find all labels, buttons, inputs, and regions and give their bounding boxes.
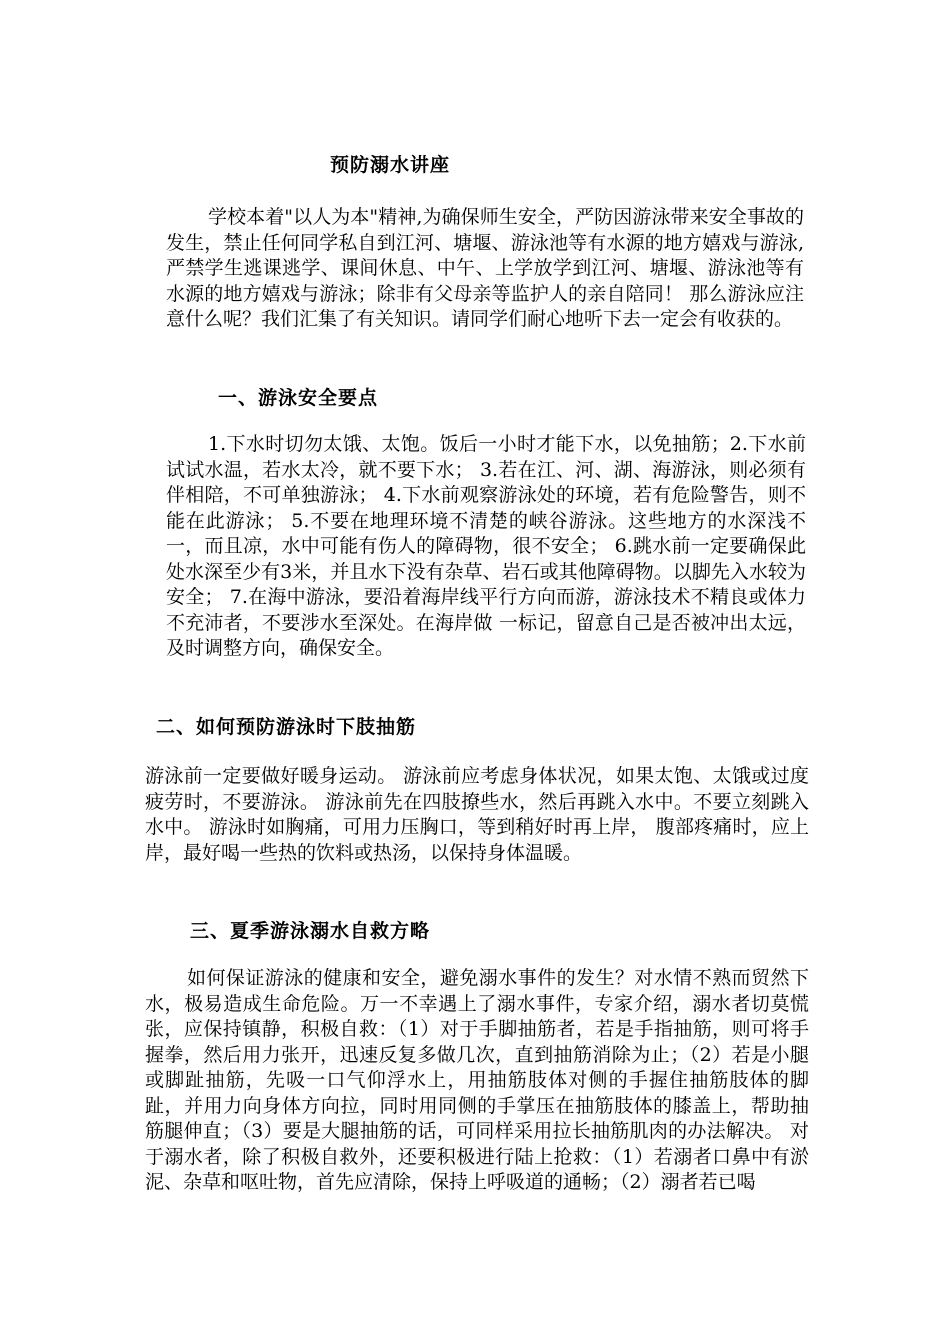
intro-paragraph: 学校本着"以人为本"精神,为确保师生安全，严防因游泳带来安全事故的发生，禁止任何同学私自到江河、塘堰、游泳池等有水源的地方嬉戏与游泳,严禁学生逃课逃学、课间休息、中午、上学放学到江河、塘堰、游泳池等有水源的地方嬉戏与游泳；除非有父母亲等监护人的亲自陪同！ 那么游泳应注意什么呢？我们汇集了有关知识。请同学们耐心地听下去一定会有收获的。 <box>166 206 804 330</box>
section-body-safety-points: 1.下水时切勿太饿、太饱。饭后一小时才能下水，以免抽筋；2.下水前试试水温，若水太冷，就不要下水； 3.若在江、河、湖、海游泳，则必须有伴相陪，不可单独游泳； 4.下水前观察游泳处的环境，若有危险警告，则不能在此游泳； 5.不要在地理环境不清楚的峡谷游泳。这些地方的水深浅不一，而且凉，水中可能有伤人的障碍物，很不安全； 6.跳水前一定要确保此处水深至少有3米，并且水下没有杂草、岩石或其他障碍物。以脚先入水较为安全； 7.在海中游泳，要沿着海岸线平行方向而游，游泳技术不精良或体力不充沛者，不要涉水至深处。在海岸做 一标记，留意自己是否被冲出太远，及时调整方向，确保安全。 <box>166 433 806 659</box>
section-heading-cramp-prevention: 二、如何预防游泳时下肢抽筋 <box>156 716 417 738</box>
section-body-cramp-prevention: 游泳前一定要做好暖身运动。 游泳前应考虑身体状况，如果太饱、太饿或过度疲劳时，不要游泳。 游泳前先在四肢撩些水，然后再跳入水中。不要立刻跳入水中。 游泳时如胸痛，可用力压胸口，等到稍好时再上岸， 腹部疼痛时，应上岸，最好喝一些热的饮料或热汤，以保持身体温暖。 <box>145 765 809 864</box>
section-body-self-rescue: 如何保证游泳的健康和安全，避免溺水事件的发生？对水情不熟而贸然下水，极易造成生命危险。万一不幸遇上了溺水事件，专家介绍，溺水者切莫慌张，应保持镇静，积极自救：（1）对于手脚抽筋者，若是手指抽筋，则可将手握拳，然后用力张开，迅速反复多做几次，直到抽筋消除为止；（2）若是小腿或脚趾抽筋，先吸一口气仰浮水上，用抽筋肢体对侧的手握住抽筋肢体的脚趾，并用力向身体方向拉，同时用同侧的手掌压在抽筋肢体的膝盖上，帮助抽筋腿伸直；（3）要是大腿抽筋的话，可同样采用拉长抽筋肌肉的办法解决。 对于溺水者，除了积极自救外，还要积极进行陆上抢救：（1）若溺者口鼻中有淤泥、杂草和呕吐物，首先应清除，保持上呼吸道的通畅；（2）溺者若已喝 <box>145 967 809 1193</box>
section-heading-safety-points: 一、游泳安全要点 <box>218 387 379 409</box>
section-heading-self-rescue: 三、夏季游泳溺水自救方略 <box>190 920 431 942</box>
document-title: 预防溺水讲座 <box>330 154 451 176</box>
